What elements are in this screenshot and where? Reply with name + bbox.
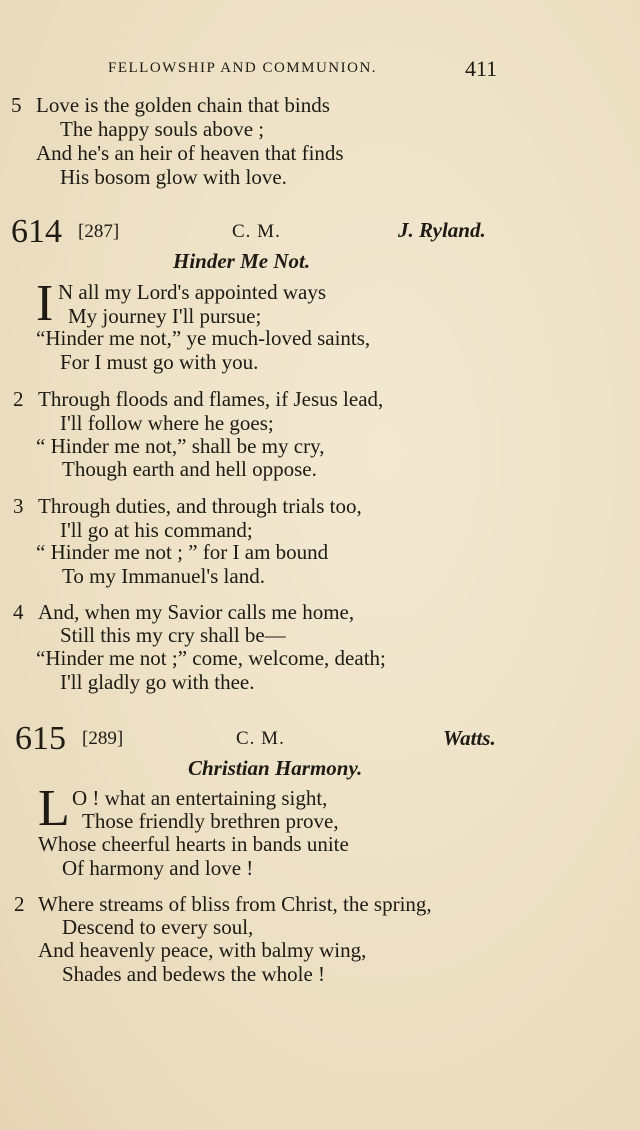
stanza-line: To my Immanuel's land. xyxy=(62,564,265,588)
stanza-line: And heavenly peace, with balmy wing, xyxy=(38,938,367,962)
stanza-line: I'll gladly go with thee. xyxy=(60,670,255,694)
stanza-line: “Hinder me not ;” come, welcome, death; xyxy=(36,646,386,670)
hymn-reference: [287] xyxy=(78,221,120,242)
stanza-line: N all my Lord's appointed ways xyxy=(58,280,326,304)
stanza-line: And he's an heir of heaven that finds xyxy=(36,141,344,165)
stanza-line: Though earth and hell oppose. xyxy=(62,457,317,481)
stanza-line: My journey I'll pursue; xyxy=(68,304,262,328)
stanza-line: Those friendly brethren prove, xyxy=(82,809,339,833)
stanza-line: “Hinder me not,” ye much-loved saints, xyxy=(36,326,371,350)
stanza-line: And, when my Savior calls me home, xyxy=(38,600,355,624)
hymn-author: J. Ryland. xyxy=(398,218,486,242)
stanza-line: Love is the golden chain that binds xyxy=(36,93,330,117)
stanza-line: Still this my cry shall be— xyxy=(60,623,286,647)
hymn-number: 614 xyxy=(11,213,62,250)
stanza-line: Where streams of bliss from Christ, the spring, xyxy=(38,892,432,916)
stanza-line: O ! what an entertaining sight, xyxy=(72,786,328,810)
stanza-line: His bosom glow with love. xyxy=(60,165,287,189)
stanza-line: “ Hinder me not,” shall be my cry, xyxy=(36,434,325,458)
stanza-line: Through floods and flames, if Jesus lead, xyxy=(38,387,384,411)
hymn-title: Christian Harmony. xyxy=(188,756,363,780)
hymn-reference: [289] xyxy=(82,728,124,749)
running-title: FELLOWSHIP AND COMMUNION. xyxy=(108,60,378,76)
page-number: 411 xyxy=(465,56,498,81)
hymn-meter: C. M. xyxy=(236,728,285,749)
stanza-line: Of harmony and love ! xyxy=(62,856,254,880)
stanza-number: 4 xyxy=(13,600,24,624)
stanza-line: For I must go with you. xyxy=(60,350,259,374)
stanza-line: Descend to every soul, xyxy=(62,915,254,939)
hymn-number: 615 xyxy=(15,720,66,757)
drop-cap: I xyxy=(36,275,54,332)
hymn-author: Watts. xyxy=(443,726,496,750)
stanza-line: Through duties, and through trials too, xyxy=(38,494,362,518)
stanza-line: The happy souls above ; xyxy=(60,117,265,141)
stanza-number: 2 xyxy=(14,892,25,916)
drop-cap: L xyxy=(38,780,70,837)
stanza-line: I'll follow where he goes; xyxy=(60,411,274,435)
stanza-number: 3 xyxy=(13,494,24,518)
hymn-title: Hinder Me Not. xyxy=(173,249,311,273)
stanza-line: I'll go at his command; xyxy=(60,518,253,542)
hymn-meter: C. M. xyxy=(232,221,281,242)
stanza-number: 2 xyxy=(13,387,24,411)
stanza-line: Whose cheerful hearts in bands unite xyxy=(38,832,349,856)
stanza-line: “ Hinder me not ; ” for I am bound xyxy=(36,540,329,564)
stanza-number: 5 xyxy=(11,93,22,117)
stanza-line: Shades and bedews the whole ! xyxy=(62,962,326,986)
